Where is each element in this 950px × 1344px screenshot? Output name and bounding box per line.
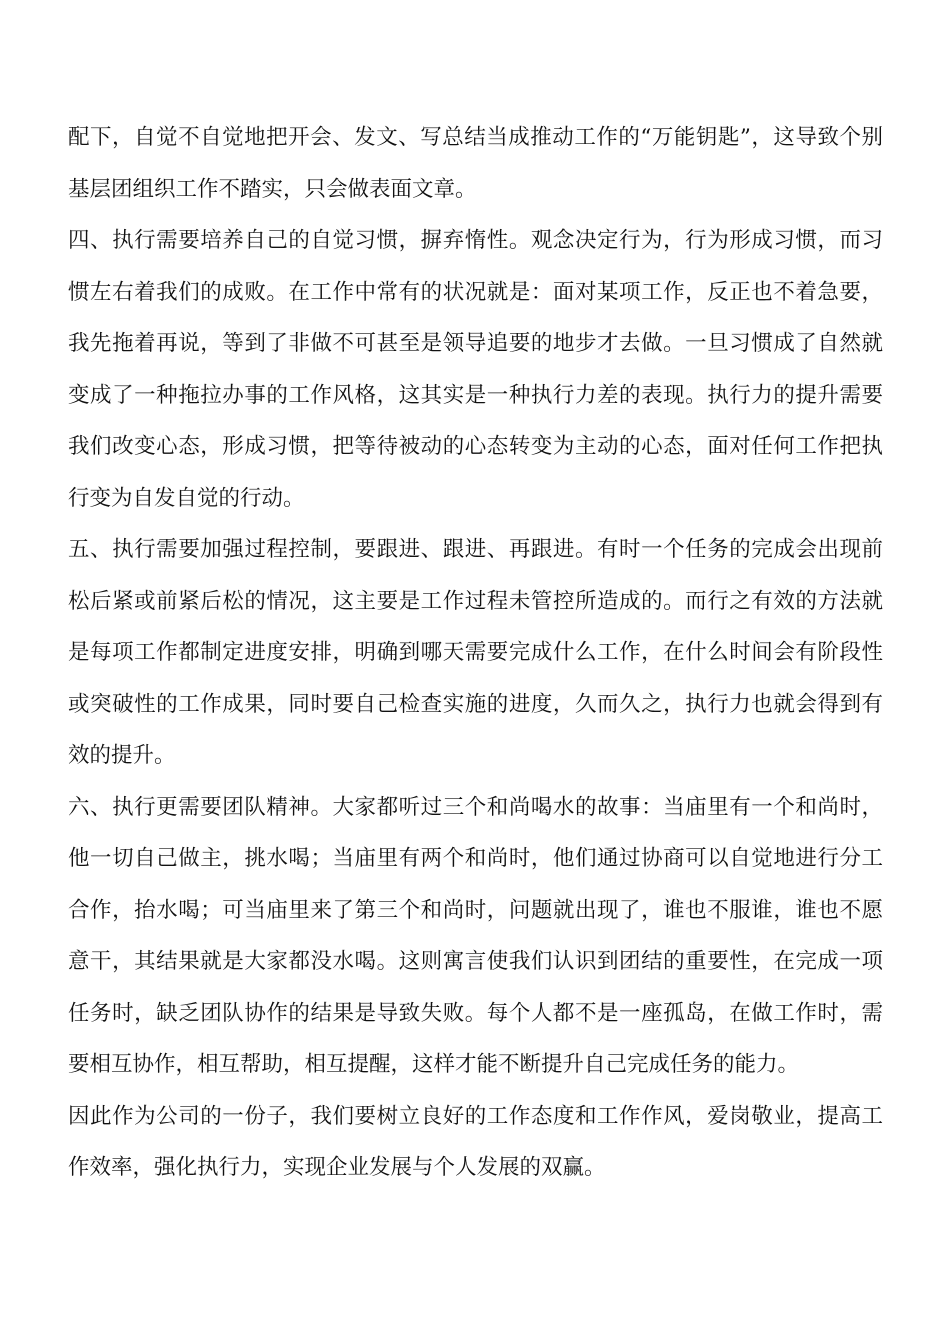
paragraph-point-four: 四、执行需要培养自己的自觉习惯，摒弃惰性。观念决定行为，行为形成习惯，而习惯左右着我们的成败。在工作中常有的状况就是：面对某项工作，反正也不着急要，我先拖着再说，等到了非做不可甚至是领导追要的地步才去做。一旦习惯成了自然就变成了一种拖拉办事的工作风格，这其实是一种执行力差的表现。执行力的提升需要我们改变心态，形成习惯，把等待被动的心态转变为主动的心态，面对任何工作把执行变为自发自觉的行动。 [68,228,883,511]
paragraph-point-six: 六、执行更需要团队精神。大家都听过三个和尚喝水的故事：当庙里有一个和尚时，他一切自己做主，挑水喝；当庙里有两个和尚时，他们通过协商可以自觉地进行分工合作，抬水喝；可当庙里来了第三个和尚时，问题就出现了，谁也不服谁，谁也不愿意干，其结果就是大家都没水喝。这则寓言使我们认识到团结的重要性，在完成一项任务时，缺乏团队协作的结果是导致失败。每个人都不是一座孤岛，在做工作时，需要相互协作，相互帮助，相互提醒，这样才能不断提升自己完成任务的能力。 [68,794,883,1077]
paragraph-point-five: 五、执行需要加强过程控制，要跟进、跟进、再跟进。有时一个任务的完成会出现前松后紧或前紧后松的情况，这主要是工作过程未管控所造成的。而行之有效的方法就是每项工作都制定进度安排，明确到哪天需要完成什么工作，在什么时间会有阶段性或突破性的工作成果，同时要自己检查实施的进度，久而久之，执行力也就会得到有效的提升。 [68,537,883,768]
document-body [68,112,883,1194]
paragraph-continuation: 配下，自觉不自觉地把开会、发文、写总结当成推动工作的“万能钥匙”，这导致个别基层团组织工作不踏实，只会做表面文章。 [68,125,883,202]
paragraph-conclusion: 因此作为公司的一份子，我们要树立良好的工作态度和工作作风，爱岗敬业，提高工作效率，强化执行力，实现企业发展与个人发展的双赢。 [68,1103,883,1180]
